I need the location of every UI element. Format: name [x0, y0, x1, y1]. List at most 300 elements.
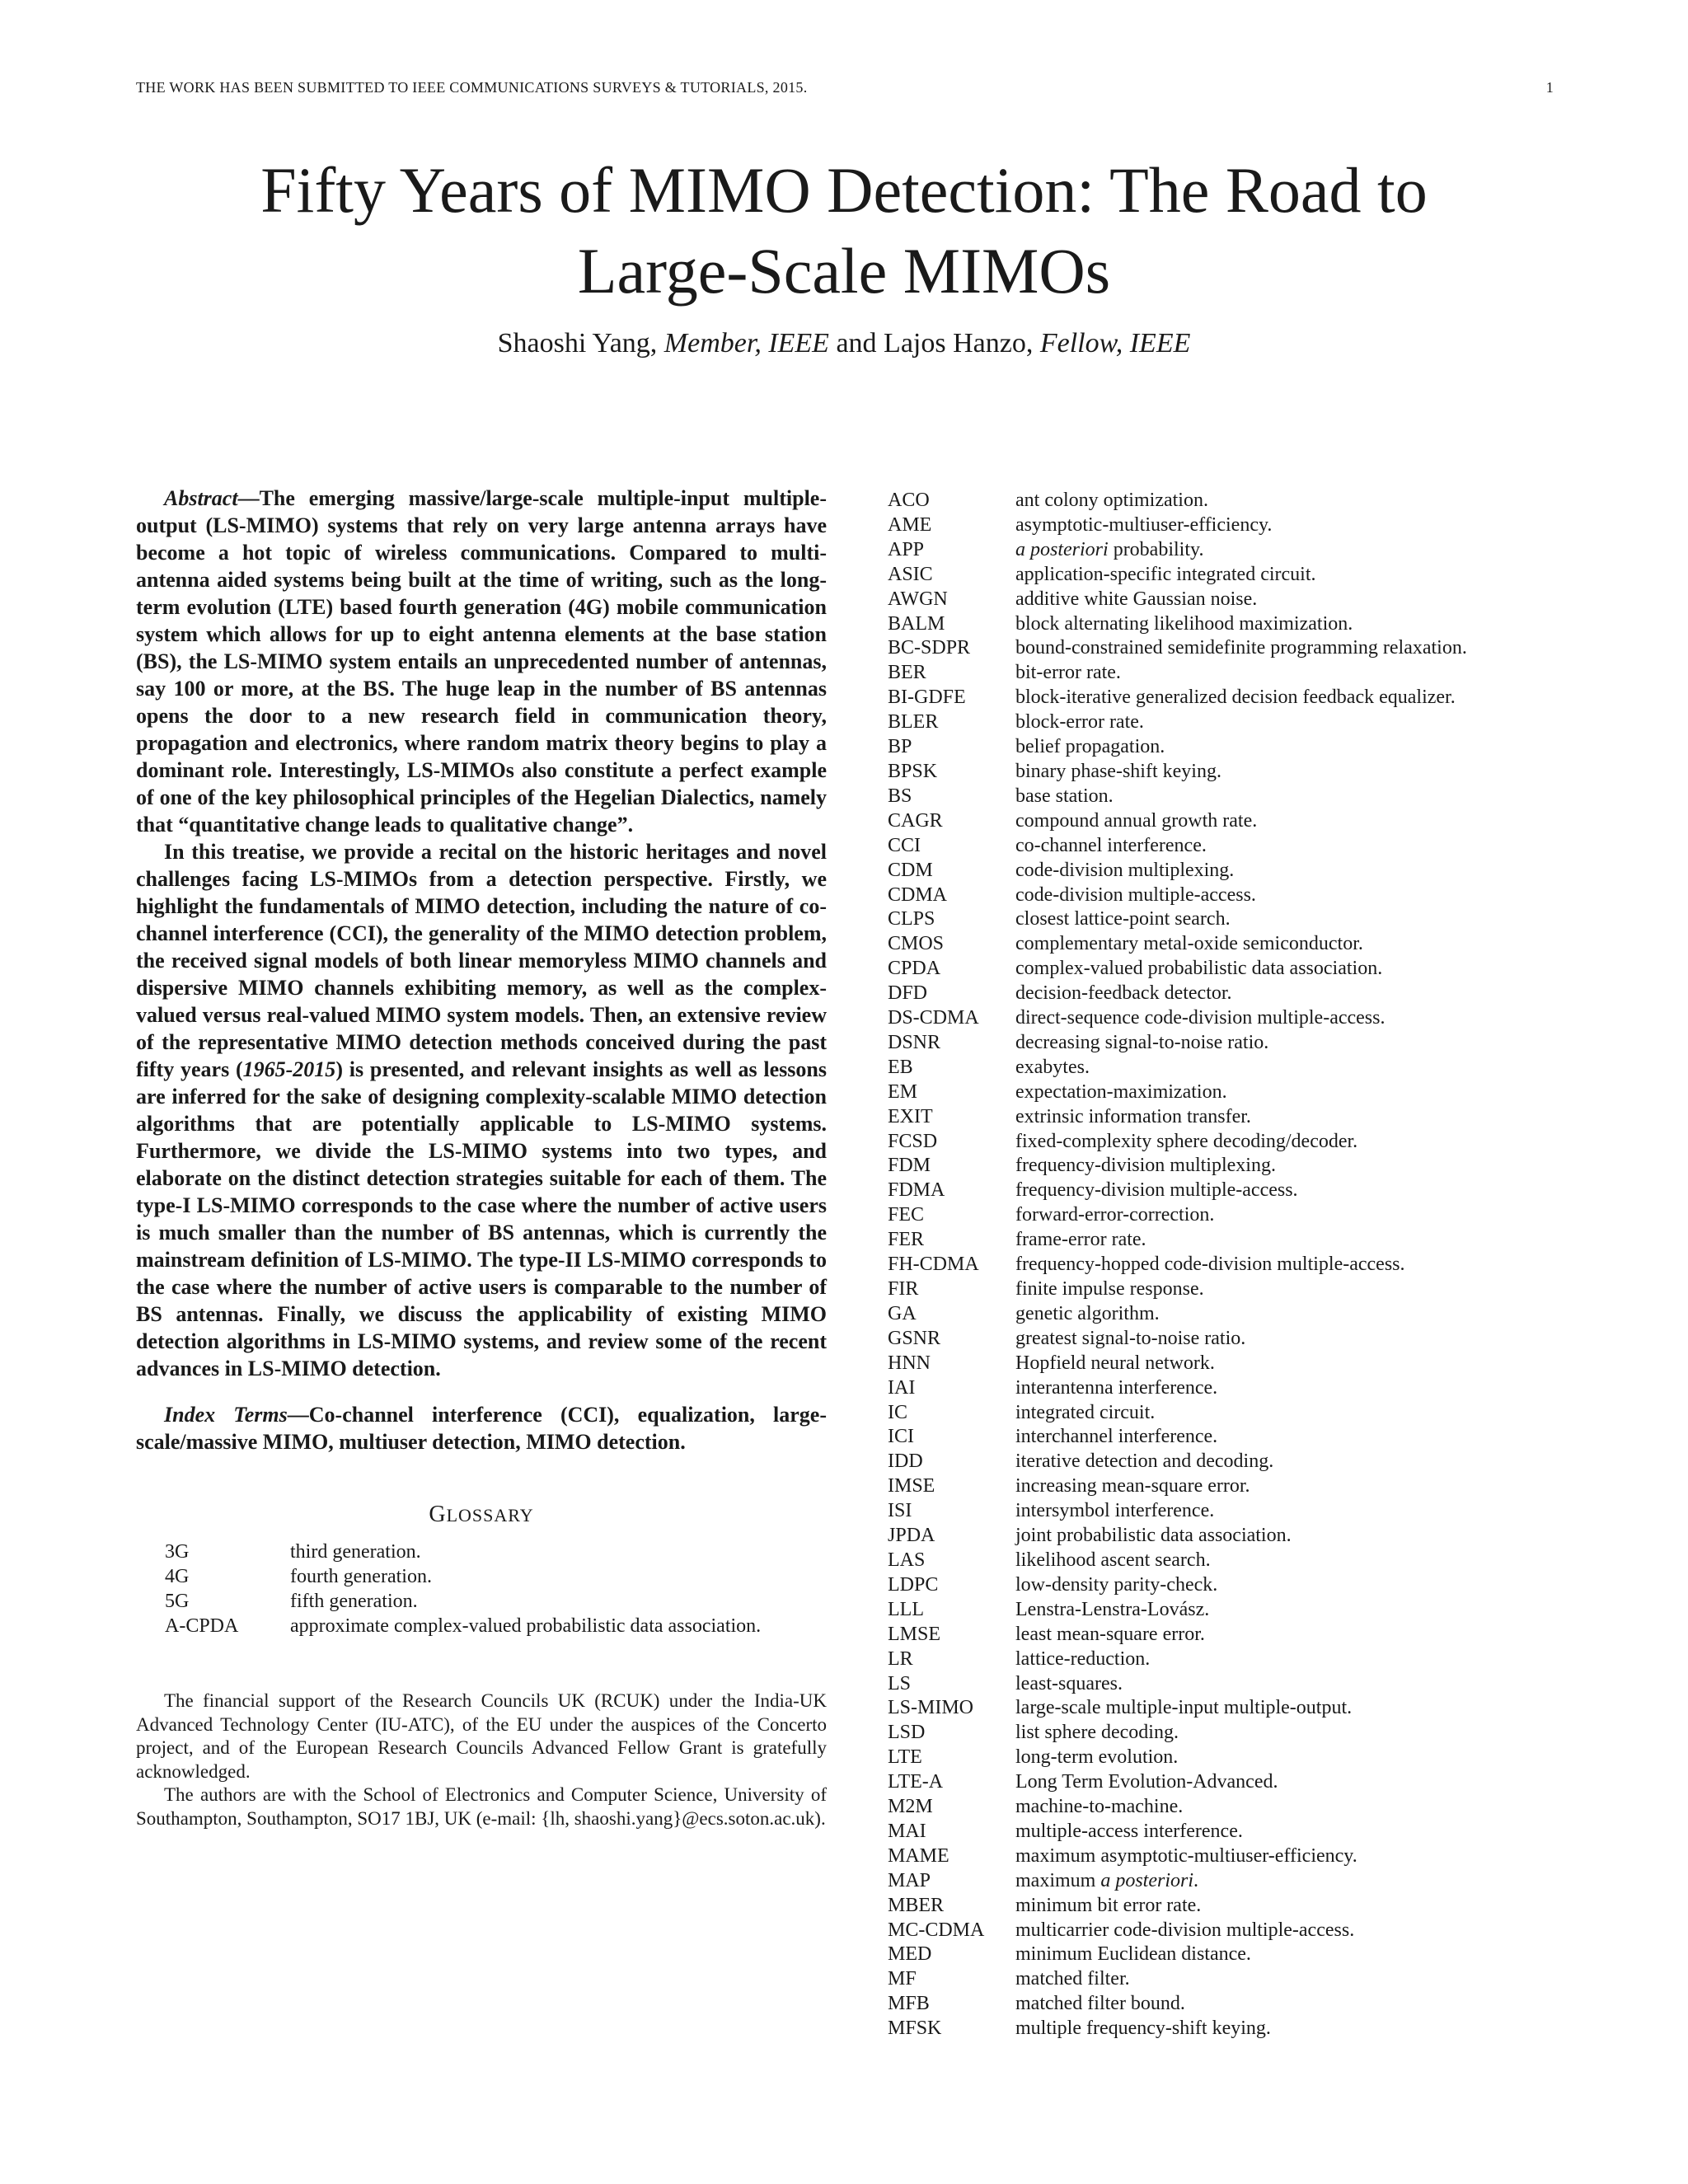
glossary-heading	[136, 1502, 827, 1528]
glossary-abbr: ACO	[888, 490, 930, 511]
glossary-abbr: EM	[888, 1080, 917, 1103]
glossary-definition	[1015, 686, 1456, 710]
glossary-entry	[888, 1795, 1564, 1820]
glossary-entry	[888, 1672, 1564, 1697]
author-line	[0, 328, 1688, 359]
glossary-definition-text: genetic algorithm.	[1015, 1302, 1160, 1324]
glossary-list-right	[888, 489, 1564, 2041]
glossary-definition	[1015, 1031, 1268, 1056]
glossary-definition	[1015, 1130, 1357, 1155]
glossary-definition-text: .	[1193, 1869, 1199, 1891]
glossary-definition-text: binary phase-shift keying.	[1015, 760, 1221, 782]
glossary-definition	[1015, 1277, 1204, 1302]
glossary-definition-text: interantenna interference.	[1015, 1376, 1218, 1399]
glossary-definition	[1015, 563, 1316, 588]
glossary-abbr: CDMA	[888, 883, 948, 906]
glossary-definition	[1015, 1499, 1214, 1524]
glossary-abbr: APP	[888, 538, 925, 560]
glossary-definition	[1015, 538, 1203, 563]
glossary-definition	[1015, 1080, 1227, 1105]
glossary-abbr: EB	[888, 1056, 913, 1078]
glossary-abbr: LTE-A	[888, 1771, 944, 1793]
glossary-abbr: CAGR	[888, 809, 943, 832]
glossary-definition-text: frequency-hopped code-division multiple-access.	[1015, 1254, 1405, 1276]
glossary-definition-text: co-channel interference.	[1015, 834, 1207, 856]
glossary-definition	[1015, 1376, 1217, 1401]
glossary-entry	[888, 1573, 1564, 1598]
glossary-entry	[888, 1277, 1564, 1302]
glossary-definition-text: expectation-maximization.	[1015, 1080, 1227, 1103]
glossary-entry	[888, 1130, 1564, 1155]
abstract-text-2b: ) is presented, and relevant insights as well as lessons are inferred for the sake of designing complexity-scalable MIMO detection algorithms that are potentially applicable to LS-MIMO systems. Furthermore, we divide the LS-MIMO systems into two types, and elaborate on the distinct detection strategies suitable for each of them. The type-I LS-MIMO corresponds to the case where the number of active users is much smaller than the number of BS antennas, which is currently the mainstream definition of LS-MIMO. The type-II LS-MIMO corresponds to the case where the number of active users is comparable to the number of BS antennas. Finally, we discuss the applicability of existing MIMO detection algorithms in LS-MIMO systems, and review some of the recent advances in LS-MIMO detection.	[136, 1057, 827, 1380]
glossary-definition-italic: a posteriori	[1015, 538, 1109, 560]
glossary-definition-text: long-term evolution.	[1015, 1746, 1179, 1769]
glossary-abbr: FH-CDMA	[888, 1254, 979, 1276]
abstract-text-2a: In this treatise, we provide a recital on the historic heritages and novel challenges facing LS-MIMOs from a detection perspective. Firstly, we highlight the fundamentals of MIMO detection, including the nature of co-channel interference (CCI), the generality of the MIMO detection problem, the received signal models of both linear memoryless MIMO channels and dispersive MIMO channels exhibiting memory, as well as the complex-valued versus real-valued MIMO system models. Then, an extensive review of the representative MIMO detection methods conceived during the past fifty years (	[136, 840, 827, 1081]
glossary-entry	[888, 1894, 1564, 1919]
glossary-entry	[888, 1844, 1564, 1869]
glossary-definition	[1015, 735, 1165, 760]
author-1: Shaoshi Yang,	[497, 328, 658, 359]
glossary-definition	[1015, 1450, 1273, 1474]
glossary-definition	[1015, 1401, 1155, 1426]
glossary-heading-initial: G	[429, 1502, 447, 1527]
glossary-entry	[888, 1721, 1564, 1746]
glossary-entry	[888, 1499, 1564, 1524]
glossary-definition-text: additive white Gaussian noise.	[1015, 588, 1258, 610]
glossary-entry	[888, 1746, 1564, 1770]
glossary-abbr: AME	[888, 513, 932, 536]
glossary-entry	[888, 957, 1564, 982]
glossary-entry	[888, 1474, 1564, 1499]
glossary-definition	[1015, 859, 1234, 883]
glossary-entry	[888, 1228, 1564, 1253]
glossary-entry	[888, 735, 1564, 760]
glossary-entry	[888, 1056, 1564, 1080]
glossary-entry	[888, 1031, 1564, 1056]
glossary-definition	[290, 1540, 421, 1564]
glossary-abbr: FER	[888, 1229, 925, 1251]
glossary-definition-text: ant colony optimization.	[1015, 490, 1208, 511]
glossary-definition	[1015, 1573, 1217, 1598]
glossary-abbr: CLPS	[888, 908, 935, 930]
glossary-definition-text: asymptotic-multiuser-efficiency.	[1015, 513, 1273, 536]
abstract	[136, 485, 827, 1382]
glossary-entry	[888, 538, 1564, 563]
glossary-definition-text: decision-feedback detector.	[1015, 982, 1232, 1005]
glossary-definition-text: least-squares.	[1015, 1672, 1123, 1694]
glossary-entry	[888, 1647, 1564, 1672]
glossary-abbr: FDMA	[888, 1179, 945, 1202]
glossary-abbr: MF	[888, 1968, 917, 1990]
abstract-years: 1965-2015	[242, 1057, 336, 1081]
abstract-paragraph-1	[136, 485, 827, 838]
glossary-abbr: IMSE	[888, 1475, 935, 1497]
glossary-abbr: ICI	[888, 1426, 914, 1448]
glossary-definition-text: minimum bit error rate.	[1015, 1894, 1202, 1916]
glossary-definition	[290, 1589, 418, 1614]
glossary-definition	[290, 1564, 432, 1589]
glossary-definition	[1015, 636, 1467, 661]
title-line-1: Fifty Years of MIMO Detection: The Road to	[260, 154, 1428, 226]
glossary-definition	[1015, 1992, 1185, 2017]
glossary-definition	[1015, 760, 1221, 785]
glossary-definition-text: low-density parity-check.	[1015, 1573, 1218, 1596]
glossary-definition-text: Hopfield neural network.	[1015, 1352, 1215, 1374]
glossary-abbr: A-CPDA	[165, 1615, 239, 1637]
glossary-abbr: GSNR	[888, 1327, 941, 1349]
glossary-definition-text: compound annual growth rate.	[1015, 809, 1258, 832]
glossary-definition-text: application-specific integrated circuit.	[1015, 563, 1316, 585]
glossary-abbr: BS	[888, 785, 912, 807]
glossary-definition	[1015, 982, 1232, 1006]
glossary-entry	[888, 1425, 1564, 1450]
glossary-abbr: MC-CDMA	[888, 1919, 985, 1941]
glossary-entry	[888, 1450, 1564, 1474]
running-head	[136, 79, 1554, 96]
glossary-abbr: GA	[888, 1302, 917, 1324]
index-terms-text: —Co-channel interference (CCI), equalization, large-scale/massive MIMO, multiuser detection, MIMO detection.	[136, 1403, 827, 1454]
glossary-definition	[1015, 489, 1208, 513]
glossary-definition	[1015, 710, 1144, 735]
glossary-entry	[888, 859, 1564, 883]
author-1-grade: Member, IEEE	[663, 328, 829, 359]
glossary-definition	[1015, 1598, 1209, 1623]
glossary-definition	[1015, 1943, 1251, 1967]
glossary-entry	[165, 1614, 827, 1638]
author-conjunction: and	[836, 328, 877, 359]
glossary-definition-italic: a posteriori	[1100, 1869, 1194, 1891]
glossary-definition-text: bound-constrained semidefinite programming relaxation.	[1015, 637, 1467, 659]
glossary-abbr: LS-MIMO	[888, 1697, 974, 1719]
glossary-abbr: IDD	[888, 1451, 923, 1473]
glossary-entry	[888, 1203, 1564, 1228]
glossary-definition	[1015, 2017, 1271, 2041]
glossary-entry	[888, 1919, 1564, 1943]
glossary-definition-text: fourth generation.	[290, 1566, 432, 1587]
glossary-abbr: FCSD	[888, 1130, 938, 1152]
glossary-definition-text: block alternating likelihood maximization.	[1015, 612, 1353, 635]
paper-title	[0, 150, 1688, 312]
glossary-definition-text: frequency-division multiplexing.	[1015, 1155, 1276, 1177]
glossary-definition	[1015, 1919, 1354, 1943]
glossary-definition-text: fifth generation.	[290, 1591, 418, 1612]
glossary-entry	[165, 1564, 827, 1589]
abstract-paragraph-2	[136, 838, 827, 1382]
glossary-entry	[888, 1154, 1564, 1179]
glossary-definition	[1015, 1006, 1386, 1031]
glossary-abbr: MED	[888, 1943, 932, 1966]
glossary-definition	[1015, 1844, 1357, 1869]
glossary-abbr: DSNR	[888, 1031, 941, 1053]
glossary-definition	[1015, 932, 1363, 957]
glossary-definition	[1015, 513, 1272, 538]
glossary-definition	[1015, 661, 1121, 686]
glossary-definition-text: third generation.	[290, 1541, 421, 1563]
glossary-abbr: CMOS	[888, 933, 945, 955]
glossary-definition-text: approximate complex-valued probabilistic data association.	[290, 1615, 762, 1637]
glossary-definition-text: multiple-access interference.	[1015, 1820, 1243, 1842]
glossary-abbr: DS-CDMA	[888, 1007, 979, 1029]
glossary-entry	[888, 636, 1564, 661]
glossary-abbr: IAI	[888, 1376, 916, 1399]
glossary-entry	[888, 1820, 1564, 1844]
glossary-entry	[888, 661, 1564, 686]
glossary-abbr: BC-SDPR	[888, 637, 971, 659]
glossary-entry	[888, 489, 1564, 513]
glossary-entry	[888, 1869, 1564, 1894]
glossary-definition	[1015, 907, 1231, 932]
glossary-definition	[1015, 1154, 1276, 1179]
glossary-entry	[888, 1549, 1564, 1573]
glossary-entry	[888, 1006, 1564, 1031]
glossary-definition-text: list sphere decoding.	[1015, 1722, 1179, 1744]
index-terms-lead: Index Terms	[164, 1403, 288, 1427]
glossary-definition	[1015, 1746, 1178, 1770]
glossary-definition	[1015, 1056, 1090, 1080]
glossary-definition	[1015, 612, 1353, 637]
glossary-definition-text: interchannel interference.	[1015, 1426, 1218, 1448]
glossary-entry	[888, 1327, 1564, 1352]
glossary-entry	[888, 883, 1564, 908]
glossary-entry	[888, 1080, 1564, 1105]
glossary-definition-text: lattice-reduction.	[1015, 1647, 1151, 1670]
glossary-definition-text: complementary metal-oxide semiconductor.	[1015, 933, 1363, 955]
glossary-definition	[1015, 1820, 1243, 1844]
glossary-abbr: LSD	[888, 1722, 926, 1744]
glossary-definition	[1015, 1228, 1146, 1253]
glossary-entry	[888, 710, 1564, 735]
glossary-definition	[1015, 1770, 1278, 1795]
glossary-abbr: FDM	[888, 1155, 931, 1177]
glossary-abbr: IC	[888, 1401, 907, 1423]
glossary-entry	[888, 1696, 1564, 1721]
glossary-definition-text: base station.	[1015, 785, 1114, 807]
glossary-entry	[888, 1253, 1564, 1277]
glossary-entry	[888, 1179, 1564, 1203]
glossary-definition-text: code-division multiplexing.	[1015, 859, 1235, 881]
glossary-definition	[1015, 883, 1256, 908]
glossary-definition-text: joint probabilistic data association.	[1015, 1525, 1292, 1547]
glossary-abbr: LTE	[888, 1746, 922, 1769]
glossary-definition-text: least mean-square error.	[1015, 1623, 1205, 1645]
glossary-entry	[888, 1992, 1564, 2017]
author-2: Lajos Hanzo,	[884, 328, 1034, 359]
glossary-entry	[888, 760, 1564, 785]
glossary-definition-text: fixed-complexity sphere decoding/decoder.	[1015, 1130, 1358, 1152]
glossary-definition-text: forward-error-correction.	[1015, 1204, 1215, 1226]
glossary-entry	[165, 1540, 827, 1564]
glossary-definition	[1015, 1425, 1217, 1450]
glossary-definition	[1015, 1179, 1298, 1203]
glossary-definition-text: increasing mean-square error.	[1015, 1475, 1250, 1497]
abstract-lead: Abstract	[164, 486, 238, 510]
left-column	[136, 485, 827, 1830]
glossary-abbr: HNN	[888, 1352, 931, 1374]
glossary-entry	[888, 785, 1564, 809]
glossary-entry	[888, 563, 1564, 588]
glossary-abbr: MAI	[888, 1820, 926, 1842]
glossary-abbr: MAP	[888, 1869, 931, 1891]
glossary-entry	[888, 1376, 1564, 1401]
glossary-definition	[1015, 1524, 1292, 1549]
glossary-abbr: CCI	[888, 834, 921, 856]
glossary-abbr: BALM	[888, 612, 945, 635]
glossary-definition	[1015, 1795, 1183, 1820]
glossary-definition-text: iterative detection and decoding.	[1015, 1451, 1274, 1473]
glossary-abbr: MFSK	[888, 2018, 942, 2040]
glossary-entry	[888, 513, 1564, 538]
glossary-definition-text: block-iterative generalized decision feedback equalizer.	[1015, 687, 1456, 709]
glossary-abbr: LLL	[888, 1598, 924, 1620]
glossary-entry	[888, 1524, 1564, 1549]
glossary-definition-prefix: maximum	[1015, 1869, 1101, 1891]
glossary-definition	[1015, 1894, 1201, 1919]
footnote-funding: The financial support of the Research Councils UK (RCUK) under the India-UK Advanced Technology Center (IU-ATC), of the EU under the auspices of the Concerto project, and of the European Research Councils Advanced Fellow Grant is gratefully acknowledged.	[136, 1690, 827, 1782]
glossary-definition-text: matched filter.	[1015, 1968, 1130, 1990]
glossary-abbr: MAME	[888, 1844, 950, 1867]
glossary-entry	[888, 1401, 1564, 1426]
footnote	[136, 1690, 827, 1830]
glossary-definition	[1015, 1647, 1150, 1672]
glossary-definition-text: bit-error rate.	[1015, 662, 1121, 684]
glossary-definition-text: frame-error rate.	[1015, 1229, 1146, 1251]
author-2-grade: Fellow, IEEE	[1039, 328, 1191, 359]
glossary-abbr: MBER	[888, 1894, 945, 1916]
glossary-abbr: AWGN	[888, 588, 948, 610]
glossary-definition-text: closest lattice-point search.	[1015, 908, 1231, 930]
glossary-abbr: ISI	[888, 1500, 912, 1522]
title-line-2: Large-Scale MIMOs	[577, 235, 1111, 307]
glossary-definition	[1015, 957, 1382, 982]
glossary-definition-text: minimum Euclidean distance.	[1015, 1943, 1251, 1966]
footnote-affiliation: The authors are with the School of Electronics and Computer Science, University of Southampton, Southampton, SO17 1BJ, UK (e-mail: {lh, shaoshi.yang}@ecs.soton.ac.uk).	[136, 1784, 827, 1829]
glossary-abbr: JPDA	[888, 1525, 935, 1547]
glossary-definition-text: probability.	[1108, 538, 1204, 560]
glossary-definition-text: integrated circuit.	[1015, 1401, 1156, 1423]
glossary-entry	[888, 809, 1564, 834]
glossary-entry	[888, 834, 1564, 859]
glossary-definition	[1015, 1672, 1123, 1697]
index-terms	[136, 1401, 827, 1455]
glossary-definition-text: extrinsic information transfer.	[1015, 1105, 1251, 1127]
glossary-definition	[1015, 1474, 1250, 1499]
glossary-entry	[888, 686, 1564, 710]
glossary-abbr: BLER	[888, 711, 939, 733]
journal-note: THE WORK HAS BEEN SUBMITTED TO IEEE COMMUNICATIONS SURVEYS & TUTORIALS, 2015.	[136, 79, 808, 96]
glossary-abbr: FEC	[888, 1204, 925, 1226]
glossary-entry	[888, 2017, 1564, 2041]
glossary-definition	[1015, 1549, 1211, 1573]
page-number: 1	[1545, 79, 1554, 96]
glossary-abbr: CPDA	[888, 958, 941, 980]
glossary-abbr: BI-GDFE	[888, 687, 966, 709]
glossary-entry	[888, 1302, 1564, 1327]
glossary-definition-text: large-scale multiple-input multiple-output.	[1015, 1697, 1353, 1719]
glossary-definition	[1015, 1721, 1179, 1746]
glossary-definition-text: multiple frequency-shift keying.	[1015, 2018, 1271, 2040]
glossary-definition-text: decreasing signal-to-noise ratio.	[1015, 1031, 1269, 1053]
glossary-definition	[1015, 785, 1114, 809]
glossary-definition-text: maximum asymptotic-multiuser-efficiency.	[1015, 1844, 1357, 1867]
glossary-entry	[888, 612, 1564, 637]
glossary-entry	[888, 1770, 1564, 1795]
glossary-abbr: LR	[888, 1647, 913, 1670]
glossary-definition	[1015, 588, 1257, 612]
glossary-abbr: LS	[888, 1672, 912, 1694]
glossary-definition-text: frequency-division multiple-access.	[1015, 1179, 1298, 1202]
glossary-definition	[1015, 1967, 1130, 1992]
glossary-definition	[1015, 1302, 1160, 1327]
glossary-abbr: LMSE	[888, 1623, 941, 1645]
glossary-abbr: CDM	[888, 859, 933, 881]
glossary-abbr: BPSK	[888, 760, 938, 782]
glossary-definition-text: Lenstra-Lenstra-Lovász.	[1015, 1598, 1210, 1620]
glossary-definition-text: code-division multiple-access.	[1015, 883, 1256, 906]
glossary-definition-text: block-error rate.	[1015, 711, 1144, 733]
glossary-abbr: MFB	[888, 1993, 930, 2015]
glossary-definition-text: matched filter bound.	[1015, 1993, 1185, 2015]
glossary-abbr: BER	[888, 662, 926, 684]
glossary-definition	[1015, 1696, 1352, 1721]
glossary-abbr: BP	[888, 736, 912, 758]
glossary-definition-text: belief propagation.	[1015, 736, 1165, 758]
glossary-definition-text: greatest signal-to-noise ratio.	[1015, 1327, 1246, 1349]
glossary-list-left	[136, 1540, 827, 1638]
glossary-definition-text: direct-sequence code-division multiple-access.	[1015, 1007, 1386, 1029]
glossary-definition-text: Long Term Evolution-Advanced.	[1015, 1771, 1278, 1793]
glossary-abbr: M2M	[888, 1796, 933, 1818]
glossary-heading-rest: LOSSARY	[446, 1505, 534, 1526]
glossary-definition	[290, 1614, 761, 1638]
glossary-definition-text: complex-valued probabilistic data association.	[1015, 958, 1383, 980]
glossary-entry	[888, 1598, 1564, 1623]
abstract-text-1: —The emerging massive/large-scale multiple-input multiple-output (LS-MIMO) systems that rely on very large antenna arrays have become a hot topic of wireless communications. Compared to multi-antenna aided systems being built at the time of writing, such as the long-term evolution (LTE) based fourth generation (4G) mobile communication system which allows for up to eight antenna elements at the base station (BS), the LS-MIMO system entails an unprecedented number of antennas, say 100 or more, at the BS. The huge leap in the number of BS antennas opens the door to a new research field in communication theory, propagation and electronics, where random matrix theory begins to play a dominant role. Interestingly, LS-MIMOs also constitute a perfect example of one of the key philosophical principles of the Hegelian Dialectics, namely that “quantitative change leads to qualitative change”.	[136, 486, 827, 837]
glossary-definition-text: exabytes.	[1015, 1056, 1090, 1078]
glossary-abbr: LDPC	[888, 1573, 939, 1596]
glossary-definition-text: likelihood ascent search.	[1015, 1549, 1211, 1571]
glossary-entry	[888, 588, 1564, 612]
glossary-abbr: DFD	[888, 982, 928, 1005]
glossary-entry	[888, 1943, 1564, 1967]
glossary-definition	[1015, 1327, 1245, 1352]
glossary-abbr: EXIT	[888, 1105, 933, 1127]
glossary-abbr: 5G	[165, 1591, 190, 1612]
glossary-entry	[888, 1967, 1564, 1992]
glossary-entry	[888, 1352, 1564, 1376]
glossary-definition	[1015, 809, 1257, 834]
glossary-abbr: 4G	[165, 1566, 190, 1587]
glossary-definition	[1015, 1253, 1405, 1277]
glossary-definition-text: intersymbol interference.	[1015, 1500, 1215, 1522]
glossary-definition	[1015, 1623, 1205, 1647]
glossary-definition-text: machine-to-machine.	[1015, 1796, 1184, 1818]
glossary-definition	[1015, 834, 1207, 859]
glossary-abbr: ASIC	[888, 563, 933, 585]
glossary-abbr: 3G	[165, 1541, 190, 1563]
glossary-entry	[888, 932, 1564, 957]
glossary-definition-text: multicarrier code-division multiple-access.	[1015, 1919, 1355, 1941]
glossary-entry	[888, 1623, 1564, 1647]
glossary-definition-text: finite impulse response.	[1015, 1278, 1204, 1300]
glossary-abbr: LAS	[888, 1549, 926, 1571]
glossary-definition	[1015, 1352, 1215, 1376]
glossary-definition	[1015, 1105, 1251, 1130]
glossary-abbr: FIR	[888, 1278, 919, 1300]
glossary-definition	[1015, 1869, 1198, 1894]
glossary-entry	[165, 1589, 827, 1614]
glossary-entry	[888, 1105, 1564, 1130]
